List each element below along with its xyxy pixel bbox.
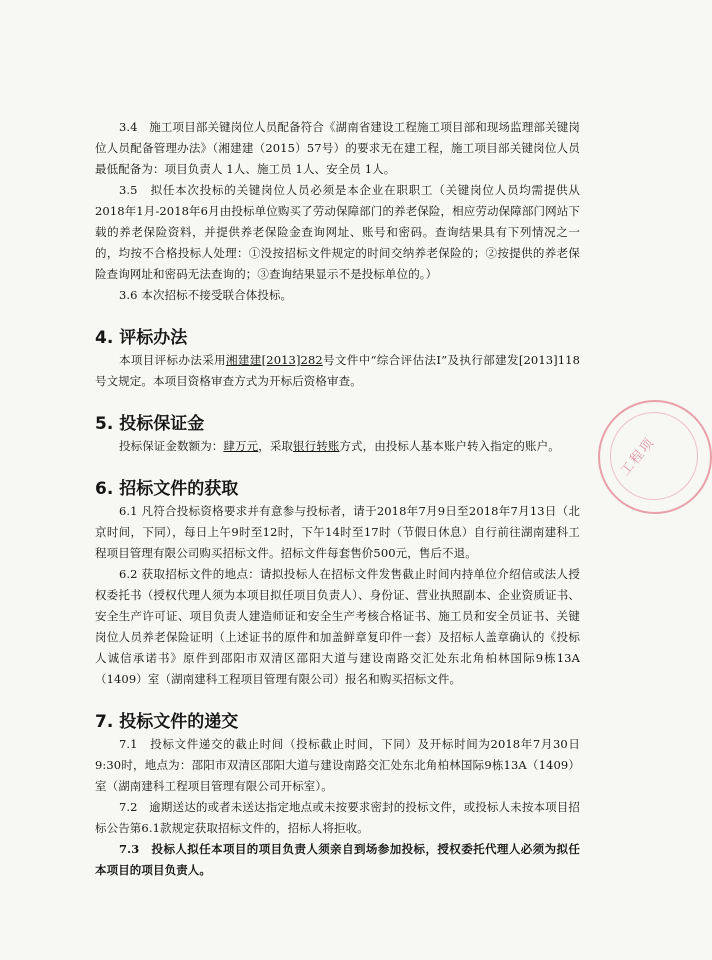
paragraph-7-2: 7.2 逾期送达的或者未送达指定地点或未按要求密封的投标文件，或投标人未按本项目招标公告第6.1款规定获取招标文件的，招标人将拒收。: [95, 800, 580, 835]
seal-text: 工程项: [617, 434, 659, 479]
paragraph-7-1: 7.1 投标文件递交的截止时间（投标截止时间，下同）及开标时间为2018年7月30日9:30时，地点为：邵阳市双清区邵阳大道与建设南路交汇处东北角柏林国际9栋13A（1409）室（湖南建科工程项目管理有限公司开标室）。: [95, 737, 580, 793]
text-segment: ，采取: [258, 439, 294, 453]
paragraph-7-3: 7.3 投标人拟任本项目的项目负责人须亲自到场参加投标，授权委托代理人必须为拟任本项目的项目负责人。: [95, 842, 580, 877]
paragraph-6-1: 6.1 凡符合投标资格要求并有意参与投标者，请于2018年7月9日至2018年7月13日（北京时间，下同），每日上午9时至12时，下午14时至17时（节假日休息）自行前往湖南建科工程项目管理有限公司购买招标文件。招标文件每套售价500元，售后不退。: [95, 504, 580, 560]
paragraph-3-4: 3.4 施工项目部关键岗位人员配备符合《湖南省建设工程施工项目部和现场监理部关键岗位人员配备管理办法》（湘建建（2015）57号）的要求无在建工程，施工项目部关键岗位人员最低配备为：项目负责人 1人、施工员 1人、安全员 1人。: [95, 120, 580, 176]
text-segment: 方式，由投标人基本账户转入指定的账户。: [339, 439, 560, 453]
paragraph-6-2: 6.2 获取招标文件的地点：请拟投标人在招标文件发售截止时间内持单位介绍信或法人授权委托书（授权代理人须为本项目拟任项目负责人）、身份证、营业执照副本、企业资质证书、安全生产许可证、项目负责人建造师证和安全生产考核合格证书、施工员和安全员证书、关键岗位人员养老保险证明（上述证书的原件和加盖鲜章复印件一套）及招标人盖章确认的《投标人诚信承诺书》原件到邵阳市双清区邵阳大道与建设南路交汇处东北角柏林国际9栋13A（1409）室（湖南建科工程项目管理有限公司）报名和购买招标文件。: [95, 567, 580, 686]
text-segment: 本项目评标办法采用: [119, 353, 227, 367]
paragraph-evaluation-method: [95, 350, 580, 392]
heading-submission: 7. 投标文件的递交: [95, 712, 239, 732]
paragraph-bid-bond: [95, 436, 580, 457]
text-segment: 号文件中“综合评估法Ⅰ”及执行部建发[2013]118号文规定。本项目资格审查方式为开标后资格审查。: [95, 353, 580, 388]
underlined-bond-amount: 肆万元: [223, 439, 259, 453]
heading-evaluation-method: 4. 评标办法: [95, 328, 188, 348]
heading-bid-bond: 5. 投标保证金: [95, 414, 205, 434]
underlined-document-number: 湘建建[2013]282: [226, 353, 323, 367]
heading-obtain-documents: 6. 招标文件的获取: [95, 479, 239, 499]
paragraph-3-6: 3.6 本次招标不接受联合体投标。: [119, 288, 293, 302]
company-seal-stamp: [598, 400, 712, 514]
document-body: [95, 117, 580, 881]
underlined-payment-method: 银行转账: [293, 439, 340, 453]
text-segment: 投标保证金数额为：: [119, 439, 224, 453]
paragraph-3-5: 3.5 拟任本次投标的关键岗位人员必须是本企业在职职工（关键岗位人员均需提供从2018年1月-2018年6月由投标单位购买了劳动保障部门的养老保险，相应劳动保障部门网站下载的养老保险资料，并提供养老保险金查询网址、账号和密码。查询结果具有下列情况之一的，均按不合格投标人处理：①没按招标文件规定的时间交纳养老保险的；②按提供的养老保险查询网址和密码无法查询的；③查询结果显示不是投标单位的。）: [95, 183, 580, 281]
